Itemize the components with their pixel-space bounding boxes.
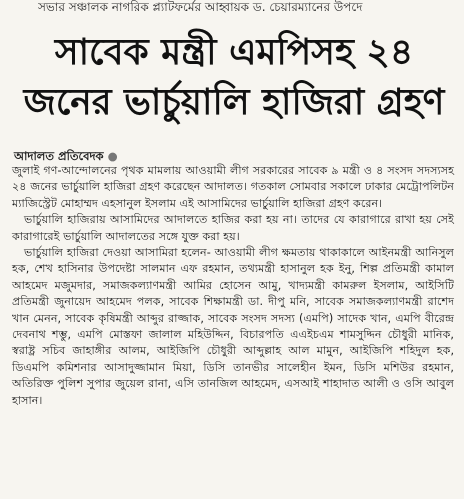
byline-text: আদালত প্রতিবেদক [14, 149, 104, 163]
article-paragraph-1: জুলাই গণ-আন্দোলনের পৃথক মামলায় আওয়ামী লীগ সরকারের সাবেক ৯ মন্ত্রী ও ৪ সংসদ সদস্যসহ ২৪ জনের ভার্চুয়ালি হাজিরা গ্রহণ করেছেন আদালত। গতকাল সোমবার সকালে ঢাকার মেট্রোপলিটন ম্যাজিস্ট্রেট মোহাম্মদ এহসানুল ইসলাম এই আসামিদের ভার্চুয়ালি হাজিরা গ্রহণ করেন। [12, 164, 454, 210]
headline [8, 28, 460, 128]
article-paragraph-3: ভার্চুয়ালি হাজিরা দেওয়া আসামিরা হলেন- আওয়ামী লীগ ক্ষমতায় থাকাকালে আইনমন্ত্রী আনিসুল হক, শেখ হাসিনার উপদেষ্টা সালমান এফ রহমান, তথ্যমন্ত্রী হাসানুল হক ইনু, শিল্প প্রতিমন্ত্রী কামাল আহমেদ মজুমদার, সমাজকল্যাণমন্ত্রী আমির হোসেন আমু, খাদ্যমন্ত্রী কামরুল ইসলাম, আইসিটি প্রতিমন্ত্রী জুনায়েদ আহমেদ পলক, সাবেক শিক্ষামন্ত্রী ডা. দীপু মনি, সাবেক সমাজকল্যাণমন্ত্রী রাশেদ খান মেনন, সাবেক কৃষিমন্ত্রী আব্দুর রাজ্জাক, সাবেক সংসদ সদস্য (এমপি) সাদেক খান, এমপি বীরেন্দ্র দেবনাথ শম্ভু, এমপি মোস্তফা জালাল মহিউদ্দিন, বিচারপতি এএইচএম শামসুদ্দিন চৌধুরী মানিক, স্বরাষ্ট্র সচিব জাহাঙ্গীর আলম, আইজিপি চৌধুরী আব্দুল্লাহ আল মামুন, আইজিপি শহিদুল হক, ডিএমপি কমিশনার আসাদুজ্জামান মিয়া, ডিসি তানভীর সালেহীন ইমন, ডিসি মশিউর রহমান, অতিরিক্ত পুলিশ সুপার জুয়েল রানা, এসি তানজিল আহমেদ, এসআই শাহাদাত আলী ও ওসি আবুল হাসান। [12, 246, 454, 407]
article-paragraph-2: ভার্চুয়ালি হাজিরায় আসামিদের আদালতে হাজির করা হয় না। তাদের যে কারাগারে রাখা হয় সেই কারাগারেই ভার্চুয়ালি আদালতের সঙ্গে যুক্ত করা হয়। [12, 213, 454, 243]
byline-dot-icon: ● [107, 149, 118, 163]
headline-line-2: জনের ভার্চুয়ালি হাজিরা গ্রহণ [23, 82, 445, 123]
article-body [12, 163, 454, 409]
previous-article-fragment: সভার সঞ্চালক নাগরিক প্ল্যাটফর্মের আহ্বায়ক ড. চেয়ারম্যানের উপদে [38, 0, 363, 14]
headline-line-1: সাবেক মন্ত্রী এমপিসহ ২৪ [54, 32, 414, 73]
